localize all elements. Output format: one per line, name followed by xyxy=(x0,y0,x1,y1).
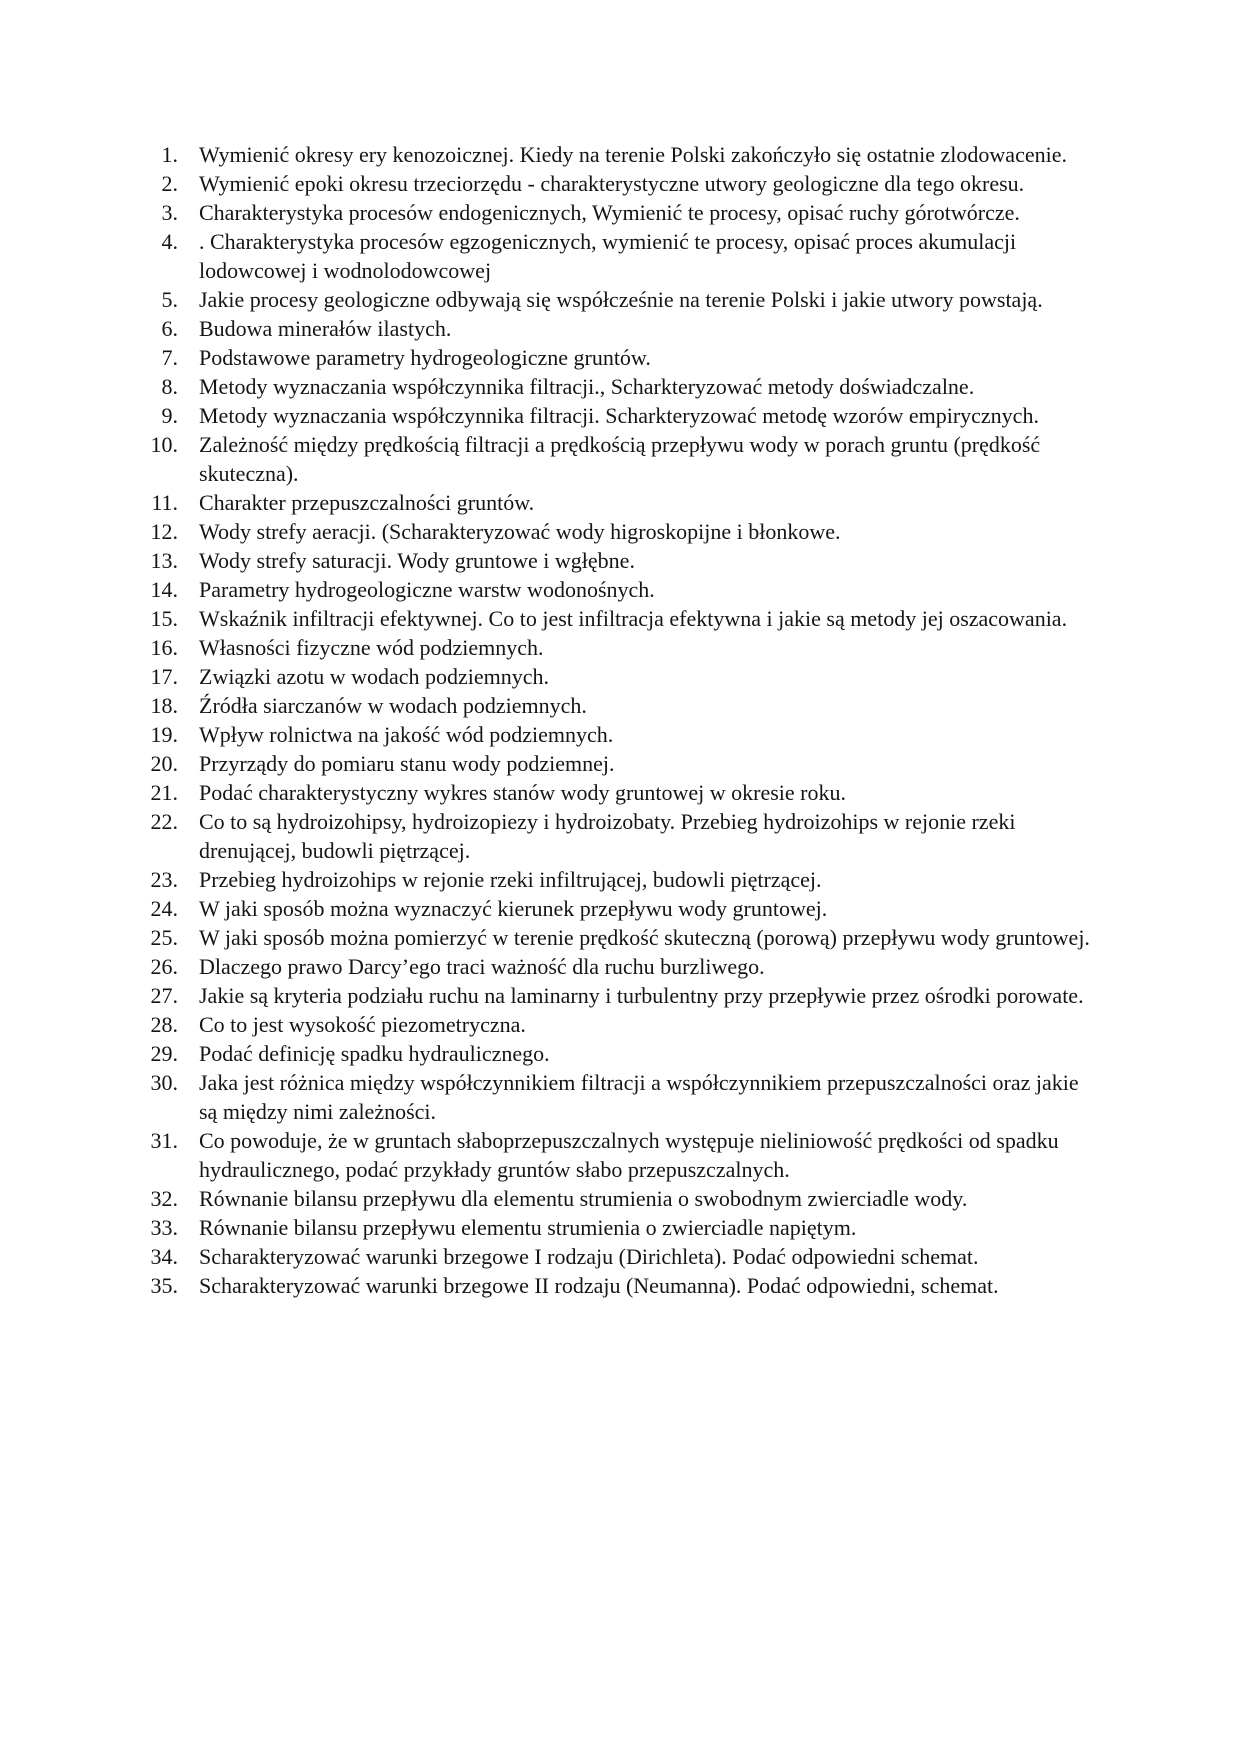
question-number: 21. xyxy=(150,780,178,805)
list-item xyxy=(0,604,1241,633)
list-item xyxy=(0,691,1241,720)
list-item xyxy=(0,1271,1241,1300)
question-text: Co powoduje, że w gruntach słaboprzepuszczalnych występuje nieliniowość prędkości od spadku hydraulicznego, podać przykłady gruntów słabo przepuszczalnych. xyxy=(199,1128,1059,1182)
question-number: 14. xyxy=(150,577,178,602)
list-item xyxy=(0,198,1241,227)
list-item xyxy=(0,807,1241,865)
question-text: Wody strefy aeracji. (Scharakteryzować wody higroskopijne i błonkowe. xyxy=(199,519,841,544)
list-item xyxy=(0,662,1241,691)
question-text: Metody wyznaczania współczynnika filtracji. Scharkteryzować metodę wzorów empirycznych. xyxy=(199,403,1039,428)
question-number: 8. xyxy=(161,374,178,399)
question-number: 32. xyxy=(150,1186,178,1211)
question-text: Przyrządy do pomiaru stanu wody podziemnej. xyxy=(199,751,615,776)
question-number: 24. xyxy=(150,896,178,921)
question-number: 11. xyxy=(151,490,178,515)
question-text: Co to są hydroizohipsy, hydroizopiezy i hydroizobaty. Przebieg hydroizohips w rejonie rzeki drenującej, budowli piętrzącej. xyxy=(199,809,1016,863)
question-text: Wpływ rolnictwa na jakość wód podziemnych. xyxy=(199,722,614,747)
list-item xyxy=(0,633,1241,662)
question-text: Źródła siarczanów w wodach podziemnych. xyxy=(199,693,587,718)
question-text: Wymienić epoki okresu trzeciorzędu - charakterystyczne utwory geologiczne dla tego okresu. xyxy=(199,171,1025,196)
list-item xyxy=(0,1184,1241,1213)
list-item xyxy=(0,285,1241,314)
question-text: Wymienić okresy ery kenozoicznej. Kiedy na terenie Polski zakończyło się ostatnie zlodowacenie. xyxy=(199,142,1067,167)
list-item xyxy=(0,140,1241,169)
list-item xyxy=(0,372,1241,401)
question-text: Własności fizyczne wód podziemnych. xyxy=(199,635,544,660)
question-number: 27. xyxy=(150,983,178,1008)
list-item xyxy=(0,894,1241,923)
question-number: 2. xyxy=(161,171,178,196)
question-text: W jaki sposób można wyznaczyć kierunek przepływu wody gruntowej. xyxy=(199,896,828,921)
question-number: 16. xyxy=(150,635,178,660)
question-number: 10. xyxy=(150,432,178,457)
list-item xyxy=(0,401,1241,430)
question-number: 6. xyxy=(161,316,178,341)
list-item xyxy=(0,1126,1241,1184)
question-text: . Charakterystyka procesów egzogenicznych, wymienić te procesy, opisać proces akumulacji lodowcowej i wodnolodowcowej xyxy=(199,229,1017,283)
question-number: 28. xyxy=(150,1012,178,1037)
question-text: Podać definicję spadku hydraulicznego. xyxy=(199,1041,550,1066)
list-item xyxy=(0,343,1241,372)
question-number: 23. xyxy=(150,867,178,892)
question-text: Równanie bilansu przepływu dla elementu strumienia o swobodnym zwierciadle wody. xyxy=(199,1186,968,1211)
question-text: Charakter przepuszczalności gruntów. xyxy=(199,490,535,515)
list-item xyxy=(0,430,1241,488)
question-text: Metody wyznaczania współczynnika filtracji., Scharkteryzować metody doświadczalne. xyxy=(199,374,975,399)
question-text: Co to jest wysokość piezometryczna. xyxy=(199,1012,526,1037)
question-number: 1. xyxy=(161,142,178,167)
question-number: 34. xyxy=(150,1244,178,1269)
question-number: 29. xyxy=(150,1041,178,1066)
question-text: Scharakteryzować warunki brzegowe I rodzaju (Dirichleta). Podać odpowiedni schemat. xyxy=(199,1244,979,1269)
question-number: 7. xyxy=(161,345,178,370)
list-item xyxy=(0,1010,1241,1039)
question-text: Jakie procesy geologiczne odbywają się współcześnie na terenie Polski i jakie utwory powstają. xyxy=(199,287,1043,312)
question-text: Podstawowe parametry hydrogeologiczne gruntów. xyxy=(199,345,651,370)
exam-question-list xyxy=(0,140,1241,1300)
question-number: 25. xyxy=(150,925,178,950)
list-item xyxy=(0,923,1241,952)
question-number: 3. xyxy=(161,200,178,225)
list-item xyxy=(0,517,1241,546)
list-item xyxy=(0,488,1241,517)
list-item xyxy=(0,1068,1241,1126)
question-number: 5. xyxy=(161,287,178,312)
question-number: 26. xyxy=(150,954,178,979)
list-item xyxy=(0,227,1241,285)
list-item xyxy=(0,169,1241,198)
question-text: Podać charakterystyczny wykres stanów wody gruntowej w okresie roku. xyxy=(199,780,846,805)
question-number: 30. xyxy=(150,1070,178,1095)
question-text: Charakterystyka procesów endogenicznych, Wymienić te procesy, opisać ruchy górotwórcze. xyxy=(199,200,1020,225)
question-text: Równanie bilansu przepływu elementu strumienia o zwierciadle napiętym. xyxy=(199,1215,857,1240)
list-item xyxy=(0,981,1241,1010)
question-number: 33. xyxy=(150,1215,178,1240)
list-item xyxy=(0,749,1241,778)
question-text: Przebieg hydroizohips w rejonie rzeki infiltrującej, budowli piętrzącej. xyxy=(199,867,822,892)
question-number: 18. xyxy=(150,693,178,718)
question-text: Parametry hydrogeologiczne warstw wodonośnych. xyxy=(199,577,655,602)
question-text: Jaka jest różnica między współczynnikiem filtracji a współczynnikiem przepuszczalności oraz jakie są między nimi zależności. xyxy=(199,1070,1079,1124)
question-number: 4. xyxy=(161,229,178,254)
question-text: Scharakteryzować warunki brzegowe II rodzaju (Neumanna). Podać odpowiedni, schemat. xyxy=(199,1273,999,1298)
question-text: Zależność między prędkością filtracji a prędkością przepływu wody w porach gruntu (prędkość skuteczna). xyxy=(199,432,1041,486)
list-item xyxy=(0,865,1241,894)
question-text: Jakie są kryteria podziału ruchu na laminarny i turbulentny przy przepływie przez ośrodki porowate. xyxy=(199,983,1084,1008)
list-item xyxy=(0,952,1241,981)
list-item xyxy=(0,1039,1241,1068)
question-text: Wody strefy saturacji. Wody gruntowe i wgłębne. xyxy=(199,548,635,573)
question-text: Budowa minerałów ilastych. xyxy=(199,316,452,341)
question-text: Wskaźnik infiltracji efektywnej. Co to jest infiltracja efektywna i jakie są metody jej oszacowania. xyxy=(199,606,1068,631)
question-text: Dlaczego prawo Darcy’ego traci ważność dla ruchu burzliwego. xyxy=(199,954,765,979)
list-item xyxy=(0,720,1241,749)
question-number: 9. xyxy=(161,403,178,428)
list-item xyxy=(0,314,1241,343)
list-item xyxy=(0,1242,1241,1271)
question-number: 17. xyxy=(150,664,178,689)
question-number: 31. xyxy=(150,1128,178,1153)
list-item xyxy=(0,778,1241,807)
question-number: 13. xyxy=(150,548,178,573)
question-number: 15. xyxy=(150,606,178,631)
list-item xyxy=(0,546,1241,575)
question-text: Związki azotu w wodach podziemnych. xyxy=(199,664,550,689)
list-item xyxy=(0,575,1241,604)
question-number: 12. xyxy=(150,519,178,544)
question-number: 22. xyxy=(150,809,178,834)
question-text: W jaki sposób można pomierzyć w terenie prędkość skuteczną (porową) przepływu wody gruntowej. xyxy=(199,925,1090,950)
question-number: 20. xyxy=(150,751,178,776)
list-item xyxy=(0,1213,1241,1242)
question-number: 35. xyxy=(150,1273,178,1298)
question-number: 19. xyxy=(150,722,178,747)
